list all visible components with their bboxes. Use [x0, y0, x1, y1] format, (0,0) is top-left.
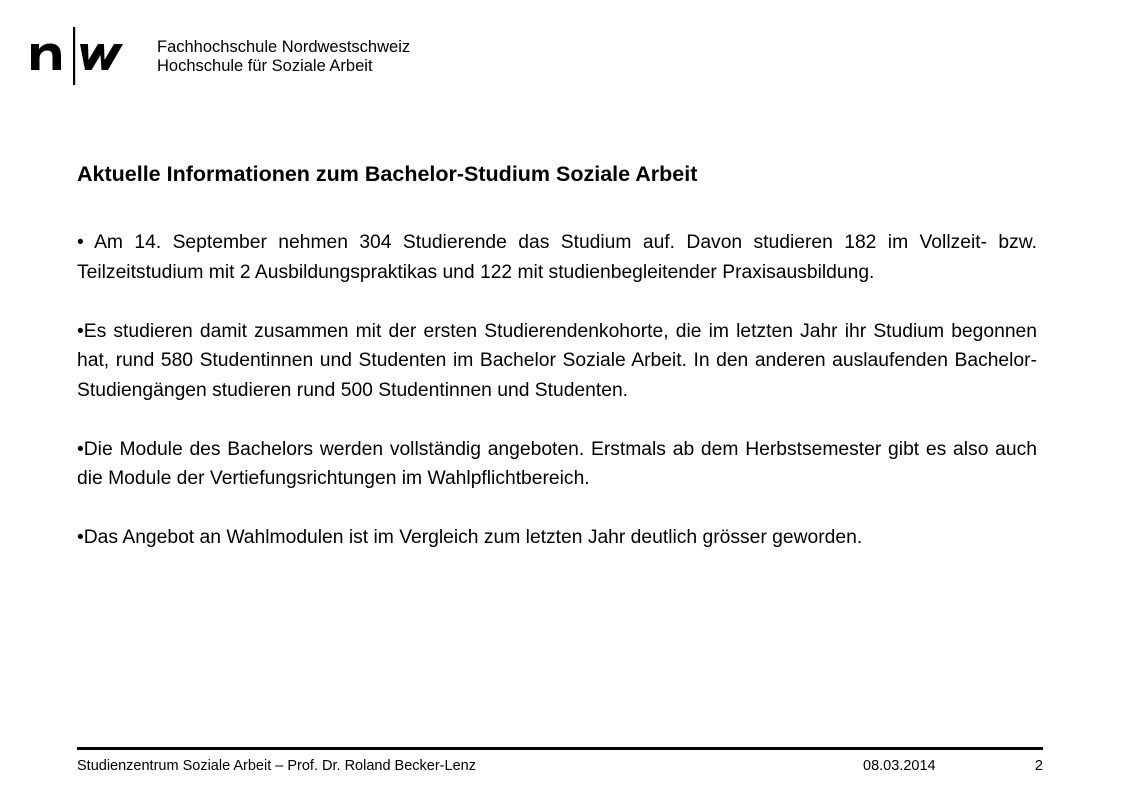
slide-content [77, 228, 1037, 582]
institution-name [157, 38, 410, 76]
institution-name-line1: Fachhochschule Nordwestschweiz [157, 38, 411, 56]
bullet-paragraph-4: •Das Angebot an Wahlmodulen ist im Vergleich zum letzten Jahr deutlich grösser geworden. [77, 527, 863, 548]
bullet-paragraph-1: • Am 14. September nehmen 304 Studierende das Studium auf. Davon studieren 182 im Vollzeit- bzw. Teilzeitstudium mit 2 Ausbildungspraktikas und 122 mit studienbegleitender Praxisausbildung. [77, 232, 1037, 283]
institution-name-line2: Hochschule für Soziale Arbeit [157, 57, 373, 75]
bullet-paragraph-2: •Es studieren damit zusammen mit der ersten Studierendenkohorte, die im letzten Jahr ihr Studium begonnen hat, rund 580 Studentinnen und Studenten im Bachelor Soziale Arbeit. In den anderen auslaufenden Bachelor-Studiengängen studieren rund 500 Studentinnen und Studenten. [77, 320, 1037, 401]
footer-author: Studienzentrum Soziale Arbeit – Prof. Dr. Roland Becker-Lenz [77, 758, 476, 774]
nw-logo-mark-icon [28, 24, 148, 88]
footer-date: 08.03.2014 [863, 758, 936, 774]
footer-divider [77, 747, 1043, 750]
slide-title: Aktuelle Informationen zum Bachelor-Studium Soziale Arbeit [77, 162, 698, 186]
slide-footer [77, 756, 1043, 776]
bullet-paragraph-3: •Die Module des Bachelors werden vollständig angeboten. Erstmals ab dem Herbstsemester gibt es also auch die Module der Vertiefungsrichtungen im Wahlpflichtbereich. [77, 438, 1037, 489]
fhnw-logo [28, 24, 448, 88]
page-number: 2 [1034, 758, 1043, 774]
